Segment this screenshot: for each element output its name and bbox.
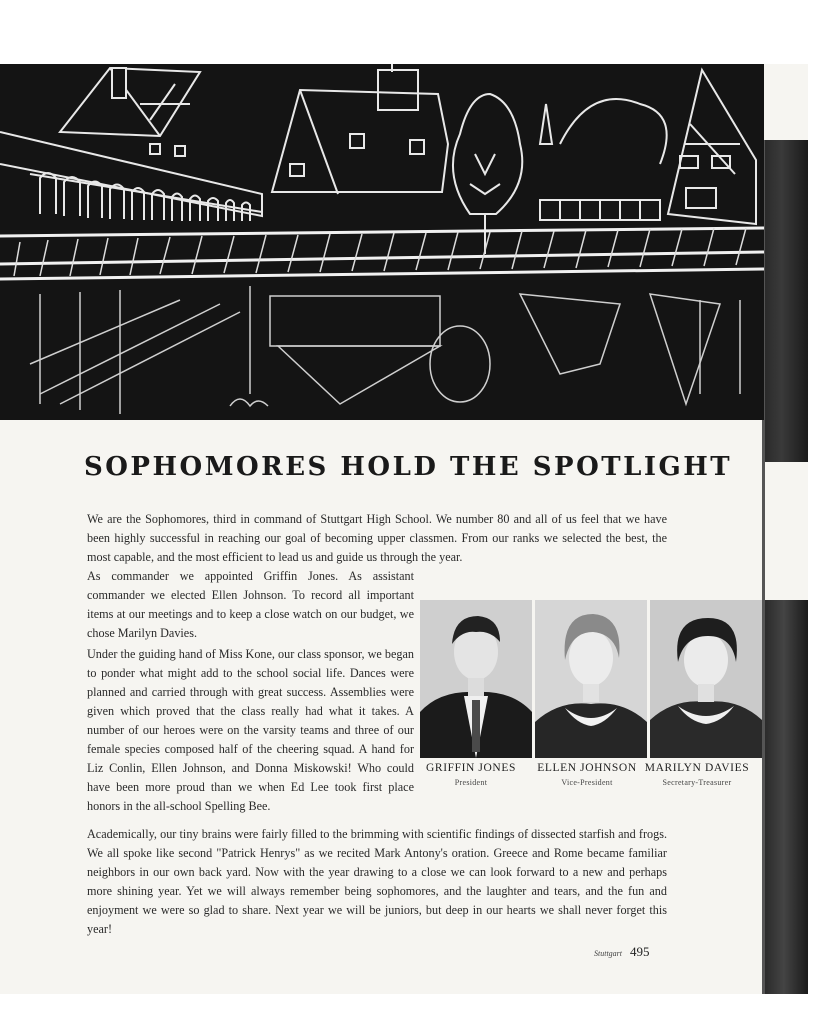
officer-role: Secretary-Treasurer	[662, 778, 732, 787]
officer-name: GRIFFIN JONES	[426, 762, 516, 774]
caption-vice-president	[527, 762, 647, 787]
officer-role: Vice-President	[561, 778, 613, 787]
portrait-marilyn-davies	[650, 600, 762, 758]
folio-label: Stuttgart	[594, 949, 623, 958]
activities-paragraph: Under the guiding hand of Miss Kone, our class sponsor, we began to ponder what might add to the school social life. Dances were planned and carried through with great success. Assemblies were given which proved that the class really had what it takes. A number of our heroes were on the varsity teams and three of our female species composed half of the cheering squad. A hand for Liz Conlin, Ellen Johnson, and Donna Miskowski! Who could have been more proud than we when Ed Lee took first place honors in the all-school Spelling Bee.	[87, 647, 414, 814]
portrait-ellen-johnson	[535, 600, 647, 758]
book-binding-shadow	[764, 140, 808, 462]
officers-paragraph: As commander we appointed Griffin Jones. As assistant commander we elected Ellen Johnson. To record all important items at our meetings and to keep a close watch on our budget, we chose Marilyn Davies.	[87, 569, 414, 641]
page-number: 495	[630, 944, 650, 959]
page-title: SOPHOMORES HOLD THE SPOTLIGHT	[84, 452, 733, 482]
header-illustration	[0, 64, 764, 420]
officer-name: ELLEN JOHNSON	[537, 762, 637, 774]
riverside-village-drawing	[0, 64, 764, 420]
page-footer	[594, 944, 650, 960]
academics-paragraph: Academically, our tiny brains were fairly filled to the brimming with scientific findings of dissected starfish and frogs. We all spoke like second "Patrick Henrys" as we recited Mark Antony's oration. Greece and Rome became familiar neighbors in our own back yard. Now with the year drawing to a close we can look forward to a new and perhaps more shining year. Yet we will always remember being sophomores, and the laughter and tears, and the fun and enjoyment we were so glad to share. Next year we will be juniors, but deep in our hearts we shall never forget this year!	[87, 827, 667, 937]
officer-portraits	[420, 600, 762, 758]
portrait-griffin-jones	[420, 600, 532, 758]
officer-role: President	[454, 778, 488, 787]
caption-secretary-treasurer	[637, 762, 757, 787]
intro-paragraph: We are the Sophomores, third in command of Stuttgart High School. We number 80 and all of us feel that we have been highly successful in reaching our goal of becoming upper classmen. From our ranks we selected the best, the most capable, and the most efficient to lead us and guide us through the year.	[87, 512, 667, 565]
caption-president	[411, 762, 531, 787]
officer-name: MARILYN DAVIES	[644, 762, 750, 774]
book-binding-shadow-lower	[764, 600, 808, 994]
